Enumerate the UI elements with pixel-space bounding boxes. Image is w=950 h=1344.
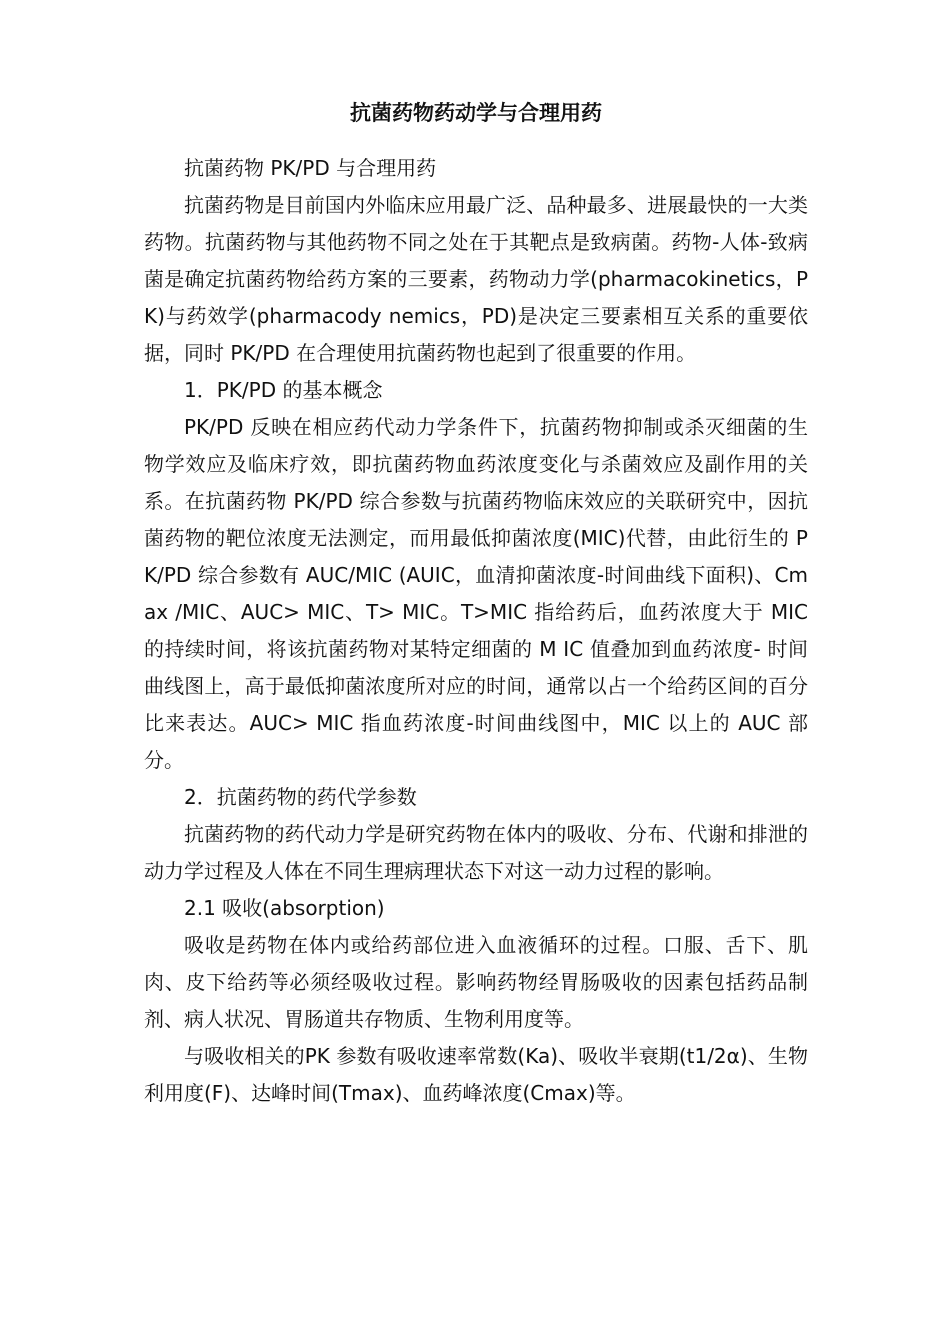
- document-page: [144, 96, 808, 1112]
- paragraph-absorption: 吸收是药物在体内或给药部位进入血液循环的过程。口服、舌下、肌肉、皮下给药等必须经吸收过程。影响药物经胃肠吸收的因素包括药品制剂、病人状况、胃肠道共存物质、生物利用度等。: [144, 933, 808, 1031]
- paragraph-section-2: 抗菌药物的药代动力学是研究药物在体内的吸收、分布、代谢和排泄的动力学过程及人体在不同生理病理状态下对这一动力过程的影响。: [144, 822, 808, 883]
- paragraph-intro: 抗菌药物是目前国内外临床应用最广泛、品种最多、进展最快的一大类药物。抗菌药物与其他药物不同之处在于其靶点是致病菌。药物-人体-致病菌是确定抗菌药物给药方案的三要素，药物动力学(pharmacokinetics，PK)与药效学(pharmacody nemics，PD)是决定三要素相互关系的重要依据，同时 PK/PD 在合理使用抗菌药物也起到了很重要的作用。: [144, 193, 808, 365]
- section-heading-2: 2．抗菌药物的药代学参数: [184, 785, 417, 809]
- paragraph-section-1: PK/PD 反映在相应药代动力学条件下，抗菌药物抑制或杀灭细菌的生物学效应及临床疗效，即抗菌药物血药浓度变化与杀菌效应及副作用的关系。在抗菌药物 PK/PD 综合参数与抗菌药物临床效应的关联研究中，因抗菌药物的靶位浓度无法测定，而用最低抑菌浓度(MIC)代替，由此衍生的 PK/PD 综合参数有 AUC/MIC (AUIC，血清抑菌浓度-时间曲线下面积)、Cmax /MIC、AUC> MIC、T> MIC。T>MIC 指给药后，血药浓度大于 MIC 的持续时间，将该抗菌药物对某特定细菌的 M IC 值叠加到血药浓度- 时间曲线图上，高于最低抑菌浓度所对应的时间，通常以占一个给药区间的百分比来表达。AUC> MIC 指血药浓度-时间曲线图中，MIC 以上的 AUC 部分。: [144, 415, 808, 772]
- paragraph-subtitle: 抗菌药物 PK/PD 与合理用药: [184, 156, 437, 180]
- document-title: 抗菌药物药动学与合理用药: [350, 101, 602, 125]
- section-heading-2-1: 2.1 吸收(absorption): [184, 896, 385, 920]
- section-heading-1: 1．PK/PD 的基本概念: [184, 378, 383, 402]
- paragraph-absorption-params: 与吸收相关的PK 参数有吸收速率常数(Ka)、吸收半衰期(t1/2α)、生物利用度(F)、达峰时间(Tmax)、血药峰浓度(Cmax)等。: [144, 1044, 808, 1105]
